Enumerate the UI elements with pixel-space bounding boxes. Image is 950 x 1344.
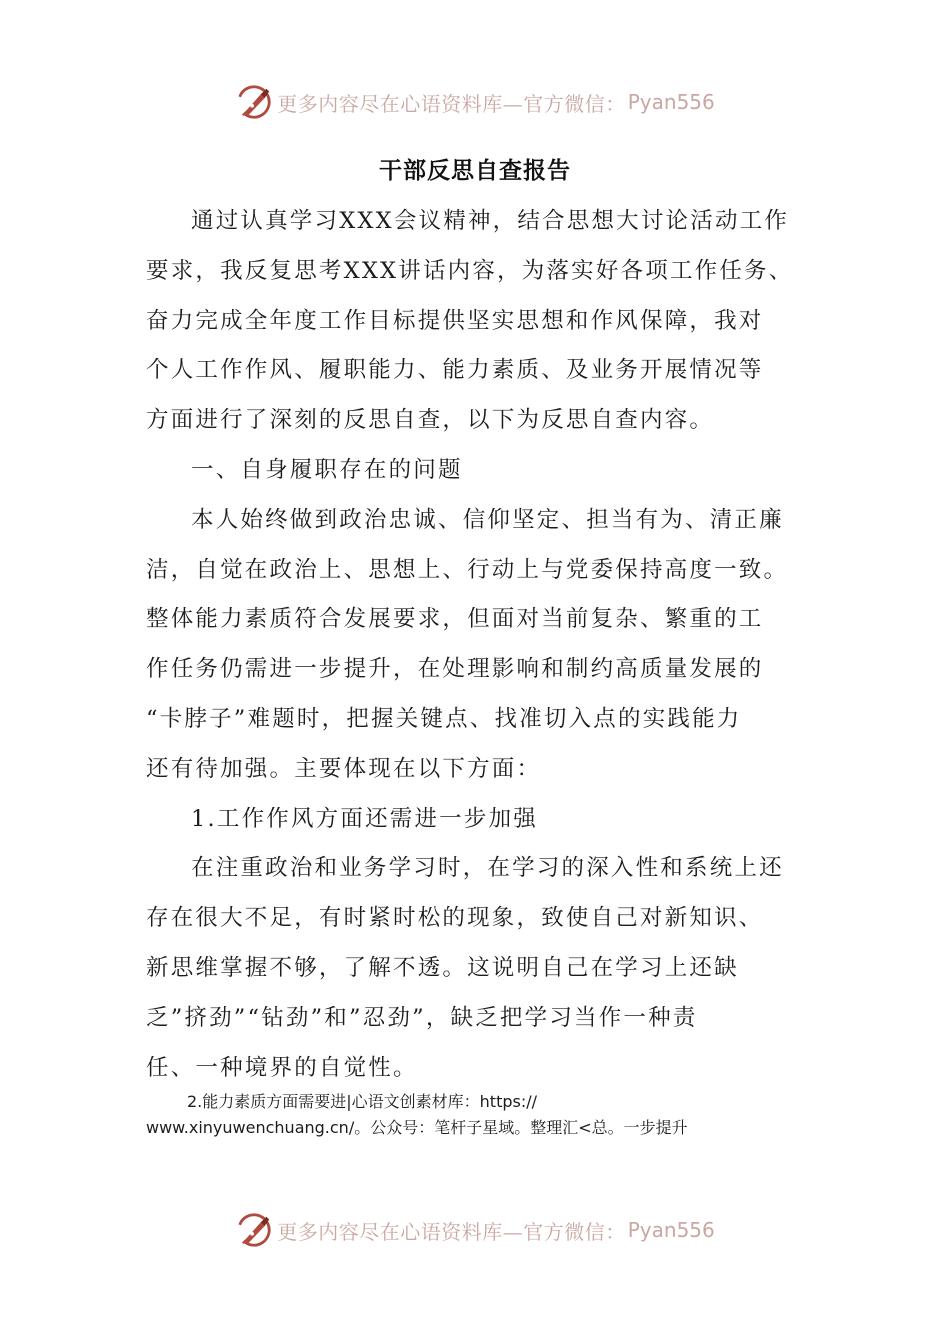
paragraph-line: 存在很大不足，有时紧时松的现象，致使自己对新知识、 bbox=[146, 905, 764, 932]
paragraph-line: 乏”挤劲”“钻劲”和”忍劲”，缺乏把学习当作一种责 bbox=[146, 1004, 698, 1031]
subsection-heading: 1.工作作风方面还需进一步加强 bbox=[191, 805, 538, 832]
document-title: 干部反思自查报告 bbox=[379, 158, 571, 184]
footer-banner-wechat-id: Pyan556 bbox=[627, 1218, 715, 1242]
pen-logo-icon bbox=[235, 83, 273, 121]
footnote-block bbox=[146, 1089, 806, 1141]
paragraph-line: 要求，我反复思考XXX讲话内容，为落实好各项工作任务、 bbox=[146, 257, 794, 284]
paragraph-line: 个人工作作风、履职能力、能力素质、及业务开展情况等 bbox=[146, 357, 764, 384]
paragraph-line: 还有待加强。主要体现在以下方面： bbox=[146, 755, 542, 782]
paragraph-line: 作任务仍需进一步提升，在处理影响和制约高质量发展的 bbox=[146, 656, 764, 683]
footnote-line: www.xinyuwenchuang.cn/。公众号：笔杆子星域。整理汇<总。一步提升 bbox=[146, 1118, 688, 1137]
header-banner-wechat-id: Pyan556 bbox=[627, 90, 715, 114]
footnote-line: 2.能力素质方面需要进|心语文创素材库：https:// bbox=[187, 1092, 538, 1111]
paragraph-line: 方面进行了深刻的反思自查，以下为反思自查内容。 bbox=[146, 407, 715, 434]
paragraph-line: 整体能力素质符合发展要求，但面对当前复杂、繁重的工 bbox=[146, 606, 764, 633]
paragraph-line: 通过认真学习XXX会议精神，结合思想大讨论活动工作 bbox=[191, 208, 790, 234]
paragraph-line: 在注重政治和业务学习时，在学习的深入性和系统上还 bbox=[191, 855, 784, 882]
header-banner-text: 更多内容尽在心语资料库—官方微信： bbox=[277, 91, 626, 116]
paragraph-line: 任、一种境界的自觉性。 bbox=[146, 1054, 418, 1081]
paragraph-line: 本人始终做到政治忠诚、信仰坚定、担当有为、清正廉 bbox=[191, 506, 784, 533]
section-heading: 一、自身履职存在的问题 bbox=[191, 456, 463, 483]
footer-banner-text: 更多内容尽在心语资料库—官方微信： bbox=[277, 1219, 626, 1244]
document-body bbox=[146, 197, 806, 1093]
pen-logo-icon bbox=[235, 1211, 273, 1249]
paragraph-line: 奋力完成全年度工作目标提供坚实思想和作风保障，我对 bbox=[146, 307, 764, 334]
header-watermark-banner bbox=[0, 80, 950, 124]
footer-watermark-banner bbox=[0, 1208, 950, 1252]
paragraph-line: 洁，自觉在政治上、思想上、行动上与党委保持高度一致。 bbox=[146, 556, 789, 583]
paragraph-line: “卡脖子”难题时，把握关键点、找准切入点的实践能力 bbox=[146, 705, 742, 732]
paragraph-line: 新思维掌握不够，了解不透。这说明自己在学习上还缺 bbox=[146, 954, 739, 981]
